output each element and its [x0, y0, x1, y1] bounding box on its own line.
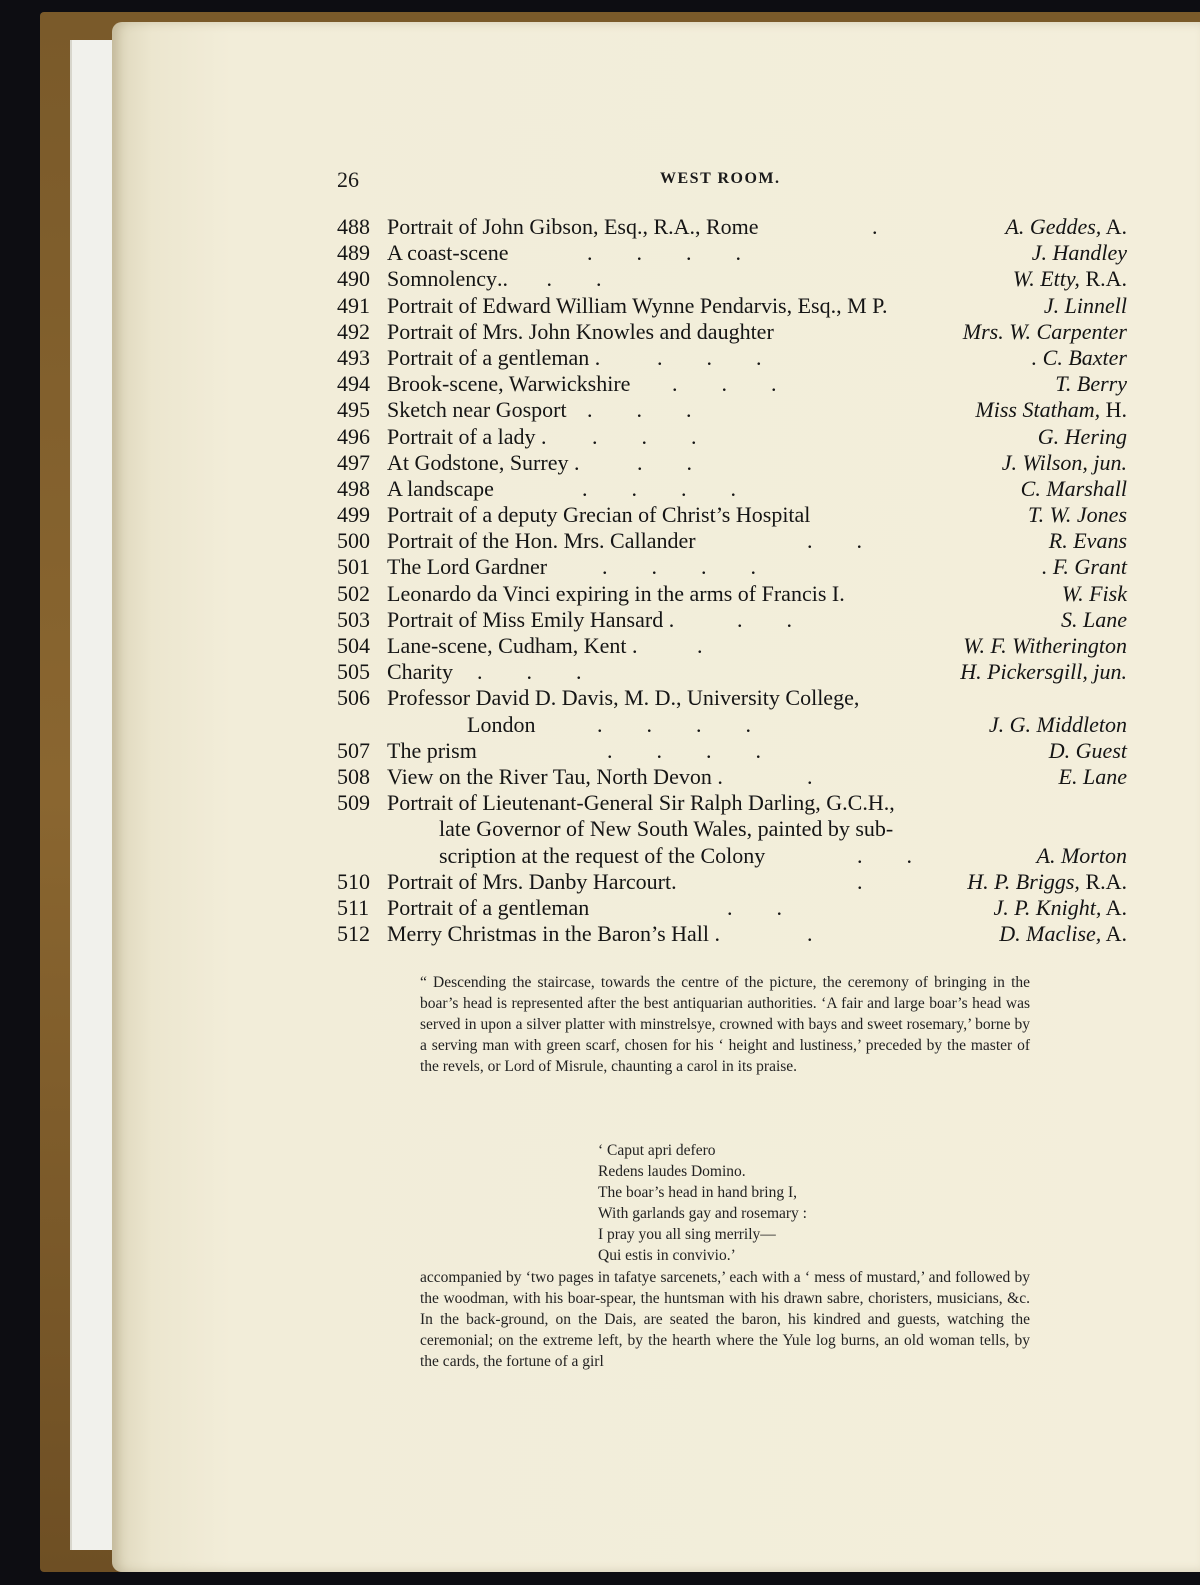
catalogue-entries: [337, 214, 1127, 947]
entry-number: 493: [337, 344, 370, 370]
artist-rank: A.: [1101, 894, 1127, 920]
catalogue-entry: [337, 345, 1127, 371]
entry-number: 512: [337, 921, 370, 947]
artist-name: T. W. Jones: [1028, 502, 1127, 528]
artist-name: W. Fisk: [1061, 580, 1127, 606]
artist-name: Mrs. W. Carpenter: [962, 318, 1127, 344]
artist-name: E. Lane: [1058, 763, 1127, 789]
entry-number: 490: [337, 266, 370, 292]
catalogue-entry: [337, 214, 1127, 240]
entry-title: Portrait of Edward William Wynne Pendarvis, Esq., M P.: [387, 292, 888, 318]
catalogue-entry: [337, 659, 1127, 685]
entry-title: Portrait of the Hon. Mrs. Callander: [387, 528, 696, 554]
artist-name: A. Morton: [1036, 842, 1127, 868]
artist-name: W. Etty,: [1012, 266, 1080, 292]
artist-name: J. Linnell: [1043, 292, 1127, 318]
catalogue-entry: [337, 293, 1127, 319]
entry-artist: [1061, 607, 1127, 633]
entry-number: 507: [337, 737, 370, 763]
artist-name: . C. Baxter: [1031, 344, 1127, 370]
entry-number: 511: [337, 894, 370, 920]
catalogue-entry: [337, 581, 1127, 607]
entry-artist: [1059, 764, 1127, 790]
entry-title: Portrait of Mrs. John Knowles and daughter: [387, 318, 774, 344]
verse-line: ‘ Caput apri defero: [598, 1142, 716, 1159]
dot-leader: .: [697, 633, 703, 658]
artist-name: G. Hering: [1037, 423, 1127, 449]
entry-title: Portrait of a gentleman .: [387, 344, 601, 370]
artist-name: D. Maclise,: [999, 921, 1102, 947]
catalogue-entry: [337, 790, 1127, 816]
artist-name: J. Handley: [1031, 240, 1127, 266]
artist-rank: A.: [1101, 214, 1127, 239]
dot-leader: . .: [807, 528, 862, 554]
entry-title: scription at the request of the Colony: [439, 842, 766, 868]
entry-number: 499: [337, 502, 370, 528]
entry-artist: [1021, 476, 1127, 502]
entry-title: Portrait of Mrs. Danby Harcourt.: [387, 868, 677, 894]
dot-leader: . . .: [592, 423, 697, 449]
entry-number: 488: [337, 214, 370, 239]
entry-number: 506: [337, 685, 370, 711]
artist-rank: R.A.: [1079, 266, 1127, 292]
entry-number: 503: [337, 606, 370, 632]
entry-title: London: [467, 711, 536, 737]
dot-leader: . .: [727, 894, 782, 920]
artist-rank: R.A.: [1079, 868, 1127, 894]
entry-artist: [967, 869, 1127, 895]
verse-line: With garlands gay and rosemary :: [598, 1205, 807, 1222]
catalogue-entry: [337, 816, 1127, 842]
dot-leader: .: [857, 868, 863, 894]
artist-name: J. G. Middleton: [988, 711, 1127, 737]
dot-leader: . . .: [672, 371, 777, 397]
entry-number: 500: [337, 528, 370, 554]
entry-title: Sketch near Gosport: [387, 397, 567, 423]
entry-title: Portrait of a gentleman: [387, 894, 590, 920]
catalogue-entry: [337, 738, 1127, 764]
entry-artist: [1005, 214, 1127, 240]
entry-title: Lane-scene, Cudham, Kent .: [387, 633, 638, 658]
entry-number: 510: [337, 868, 370, 894]
entry-artist: [1037, 843, 1127, 869]
artist-name: R. Evans: [1048, 528, 1127, 554]
dot-leader: . . . .: [582, 475, 736, 501]
artist-name: H. P. Briggs,: [967, 868, 1080, 894]
catalogue-entry: [337, 843, 1127, 869]
entry-title: Portrait of Lieutenant-General Sir Ralph Darling, G.C.H.,: [387, 790, 895, 816]
catalogue-entry: [337, 764, 1127, 790]
dot-leader: . . . .: [587, 240, 741, 266]
catalogue-entry: [337, 554, 1127, 580]
entry-number: 501: [337, 554, 370, 580]
artist-name: J. P. Knight,: [993, 894, 1102, 920]
entry-number: 494: [337, 371, 370, 397]
entry-title: Portrait of Miss Emily Hansard .: [387, 606, 675, 632]
entry-title: Merry Christmas in the Baron’s Hall .: [387, 921, 721, 947]
entry-artist: [1042, 554, 1127, 580]
catalogue-entry: [337, 921, 1127, 947]
verse-block: [598, 1140, 807, 1266]
entry-artist: [960, 659, 1127, 685]
dot-leader: . . .: [497, 266, 602, 292]
artist-name: H. Pickersgill, jun.: [960, 659, 1127, 685]
dot-leader: .: [872, 214, 878, 239]
entry-artist: [1044, 293, 1127, 319]
entry-artist: [1032, 345, 1127, 371]
entry-artist: [963, 633, 1127, 659]
entry-number: 491: [337, 292, 370, 318]
verse-line: Redens laudes Domino.: [598, 1163, 746, 1180]
page-number: 26: [337, 167, 359, 192]
catalogue-entry: [337, 371, 1127, 397]
verse-line: The boar’s head in hand bring I,: [598, 1184, 798, 1201]
entry-title: Charity: [387, 659, 453, 685]
catalogue-entry: [337, 476, 1127, 502]
artist-rank: A.: [1101, 921, 1127, 947]
catalogue-entry: [337, 712, 1127, 738]
entry-artist: [1062, 581, 1127, 607]
entry-number: 495: [337, 397, 370, 423]
entry-title: Somnolency .: [387, 266, 508, 292]
entry-title: Portrait of a lady .: [387, 423, 547, 449]
note-paragraph-2: accompanied by ‘two pages in tafatye sarcenets,’ each with a ‘ mess of mustard,’ and followed by the woodman, with his boar-spear, the huntsman with his drawn sabre, choristers, musicians, &c. In the back-ground, on the Dais, are seated the baron, his kindred and guests, watching the ceremonial; on the extreme left, by the hearth where the Yule log burns, an old woman tells, by the cards, the fortune of a girl: [420, 1269, 1030, 1370]
dot-leader: . . .: [657, 344, 762, 370]
entry-number: 508: [337, 763, 370, 789]
catalogue-entry: [337, 266, 1127, 292]
catalogue-entry: [337, 502, 1127, 528]
entry-artist: [989, 712, 1127, 738]
artist-name: C. Marshall: [1020, 475, 1127, 501]
entry-number: 496: [337, 423, 370, 449]
artist-name: . F. Grant: [1041, 554, 1127, 580]
catalogue-entry: [337, 633, 1127, 659]
entry-title: late Governor of New South Wales, painted by sub-: [439, 816, 894, 842]
entry-title: Portrait of a deputy Grecian of Christ’s Hospital: [387, 502, 811, 528]
dot-leader: . .: [637, 449, 692, 475]
artist-name: D. Guest: [1048, 737, 1127, 763]
entry-number: 497: [337, 449, 370, 475]
entry-artist: [975, 397, 1127, 423]
entry-title: Leonardo da Vinci expiring in the arms of Francis I.: [387, 580, 845, 606]
catalogue-entry: [337, 607, 1127, 633]
catalogue-entry: [337, 319, 1127, 345]
artist-name: A. Geddes,: [1005, 214, 1102, 239]
catalogue-entry: [337, 397, 1127, 423]
entry-number: 505: [337, 659, 370, 685]
verse-line: I pray you all sing merrily—: [598, 1226, 776, 1243]
catalogue-entry: [337, 240, 1127, 266]
dot-leader: . .: [737, 606, 792, 632]
catalogue-entry: [337, 424, 1127, 450]
dot-leader: . . .: [477, 659, 582, 685]
artist-name: T. Berry: [1055, 371, 1127, 397]
artist-name: J. Wilson, jun.: [1001, 449, 1127, 475]
entry-artist: [994, 895, 1127, 921]
entry-artist: [1049, 738, 1127, 764]
entry-artist: [999, 921, 1127, 947]
note-paragraph-1: “ Descending the staircase, towards the centre of the picture, the ceremony of bringing in the boar’s head is represented after the best antiquarian authorities. ‘A fair and large boar’s head was served in upon a silver platter with minstrelsye, crowned with bays and sweet rosemary,’ borne by a serving man with green scarf, chosen for his ‘ height and lustiness,’ preceded by the master of the revels, or Lord of Misrule, chaunting a carol in its praise.: [420, 974, 1030, 1075]
entry-artist: [1032, 240, 1127, 266]
catalogue-entry: [337, 528, 1127, 554]
artist-rank: H.: [1100, 397, 1127, 423]
entry-title: Portrait of John Gibson, Esq., R.A., Rome: [387, 214, 759, 239]
dot-leader: . . .: [587, 397, 692, 423]
entry-artist: [963, 319, 1127, 345]
artist-name: Miss Statham,: [975, 397, 1101, 423]
catalogue-entry: [337, 869, 1127, 895]
entry-number: 492: [337, 318, 370, 344]
catalogue-entry: [337, 685, 1127, 711]
running-head: WEST ROOM.: [660, 170, 781, 187]
entry-title: Brook-scene, Warwickshire: [387, 371, 631, 397]
entry-artist: [1013, 266, 1127, 292]
entry-number: 502: [337, 580, 370, 606]
dot-leader: . . . .: [602, 554, 756, 580]
dot-leader: . . . .: [597, 711, 751, 737]
entry-number: 509: [337, 790, 370, 816]
entry-artist: [1049, 528, 1127, 554]
entry-artist: [1002, 450, 1127, 476]
entry-title: A coast-scene: [387, 240, 509, 266]
entry-number: 489: [337, 240, 370, 266]
entry-title: The Lord Gardner: [387, 554, 548, 580]
dot-leader: . .: [857, 842, 912, 868]
artist-name: W. F. Witherington: [963, 633, 1127, 658]
entry-artist: [1038, 424, 1127, 450]
entry-number: 504: [337, 633, 370, 658]
verse-line: Qui estis in convivio.’: [598, 1247, 736, 1264]
entry-title: View on the River Tau, North Devon .: [387, 763, 723, 789]
entry-artist: [1055, 371, 1127, 397]
entry-title: A landscape: [387, 475, 494, 501]
entry-artist: [1028, 502, 1127, 528]
artist-name: S. Lane: [1061, 606, 1127, 632]
dot-leader: .: [807, 921, 813, 947]
catalogue-entry: [337, 450, 1127, 476]
catalogue-entry: [337, 895, 1127, 921]
entry-title: At Godstone, Surrey .: [387, 449, 580, 475]
dot-leader: .: [807, 763, 813, 789]
entry-title: The prism: [387, 737, 477, 763]
dot-leader: . . . .: [607, 737, 761, 763]
entry-title: Professor David D. Davis, M. D., University College,: [387, 685, 860, 711]
entry-number: 498: [337, 475, 370, 501]
